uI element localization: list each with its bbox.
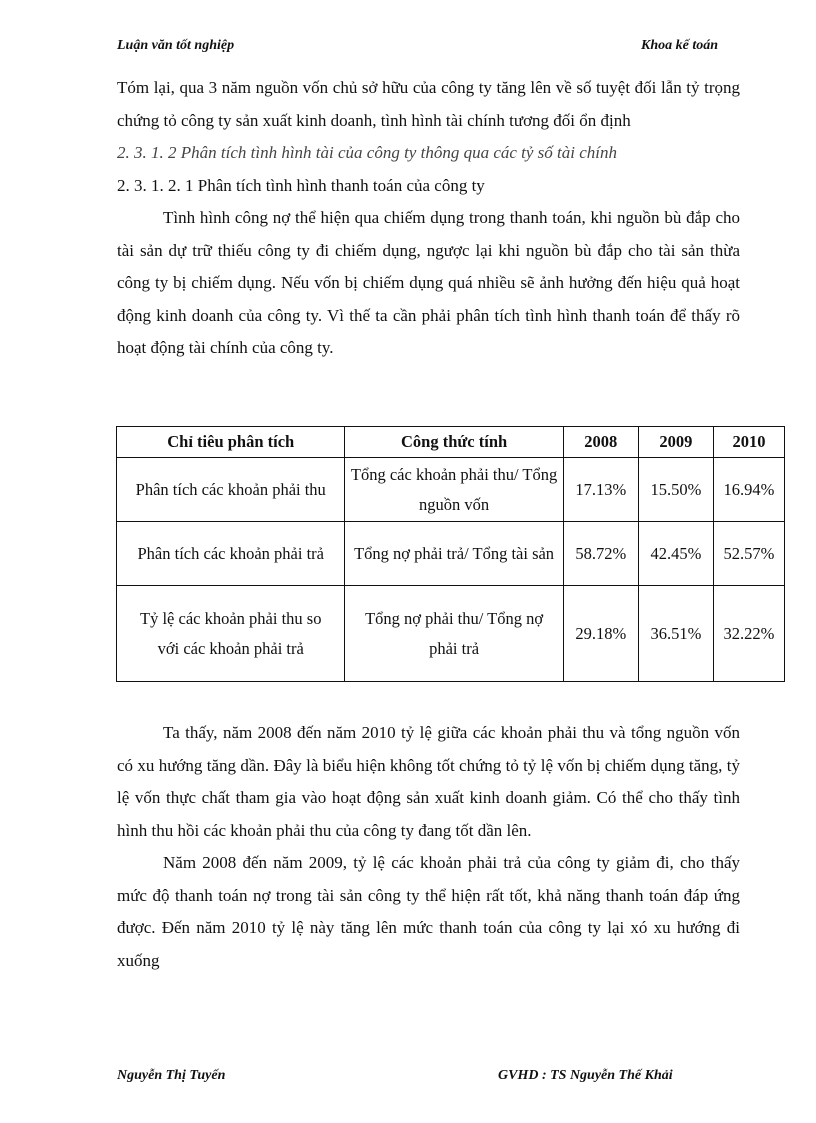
- col-header-indicator: Chỉ tiêu phân tích: [117, 427, 345, 458]
- value-2009-cell: 42.45%: [638, 522, 713, 586]
- col-header-formula: Công thức tính: [345, 427, 563, 458]
- value-2010-cell: 32.22%: [713, 586, 784, 682]
- col-header-2008: 2008: [563, 427, 638, 458]
- footer-author: Nguyễn Thị Tuyến: [117, 1068, 226, 1083]
- header-thesis-label: Luận văn tốt nghiệp: [117, 38, 235, 53]
- text-block-bottom: [117, 717, 740, 977]
- value-2010-cell: 52.57%: [713, 522, 784, 586]
- table-row: [117, 458, 785, 522]
- receivables-analysis-paragraph: Ta thấy, năm 2008 đến năm 2010 tỷ lệ giữa các khoản phải thu và tổng nguồn vốn có xu hướng tăng dần. Đây là biểu hiện không tốt chứng tỏ tỷ lệ vốn bị chiếm dụng tăng, tỷ lệ vốn thực chất tham gia vào hoạt động sản xuất kinh doanh giảm. Có thể cho thấy tình hình thu hồi các khoản phải thu của công ty đang tốt dần lên.: [117, 723, 740, 840]
- indicator-line-2: với các khoản phải trả: [157, 638, 304, 658]
- section-heading: 2. 3. 1. 2 Phân tích tình hình tài của công ty thông qua các tỷ số tài chính: [117, 143, 618, 162]
- value-2008-cell: 29.18%: [563, 586, 638, 682]
- payables-analysis-paragraph: Năm 2008 đến năm 2009, tỷ lệ các khoản phải trả của công ty giảm đi, cho thấy mức độ thanh toán nợ trong tài sản công ty thể hiện rất tốt, khả năng thanh toán đáp ứng được. Đến năm 2010 tỷ lệ này tăng lên mức thanh toán của công ty lại xó xu hướng đi xuống: [117, 853, 740, 970]
- formula-cell: Tổng nợ phải trả/ Tổng tài sản: [345, 522, 563, 586]
- col-header-2010: 2010: [713, 427, 784, 458]
- value-2009-cell: 36.51%: [638, 586, 713, 682]
- subsection-heading: 2. 3. 1. 2. 1 Phân tích tình hình thanh toán của công ty: [117, 175, 485, 195]
- value-2008-cell: 17.13%: [563, 458, 638, 522]
- header-department-label: Khoa kế toán: [641, 38, 719, 53]
- footer-supervisor: GVHD : TS Nguyễn Thế Khải: [498, 1068, 673, 1083]
- payment-situation-paragraph: Tình hình công nợ thể hiện qua chiếm dụng trong thanh toán, khi nguồn bù đắp cho tài sản dự trữ thiếu công ty đi chiếm dụng, ngược lại khi nguồn bù đắp cho tài sản thừa công ty bị chiếm dụng. Nếu vốn bị chiếm dụng quá nhiều sẽ ảnh hưởng đến hiệu quả hoạt động kinh doanh của công ty. Vì thế ta cần phải phân tích tình hình thanh toán để thấy rõ hoạt động tài chính của công ty.: [117, 208, 740, 357]
- indicator-cell: [117, 586, 345, 682]
- indicator-cell: Phân tích các khoản phải trả: [117, 522, 345, 586]
- col-header-2009: 2009: [638, 427, 713, 458]
- value-2009-cell: 15.50%: [638, 458, 713, 522]
- text-block-top: [117, 72, 740, 365]
- payment-ratio-table: [116, 426, 785, 682]
- intro-paragraph: Tóm lại, qua 3 năm nguồn vốn chủ sở hữu của công ty tăng lên về số tuyệt đối lẫn tỷ trọng chứng tỏ công ty sản xuất kinh doanh, tình hình tài chính tương đối ổn định: [117, 78, 740, 130]
- formula-cell: Tổng nợ phải thu/ Tổng nợ phải trả: [345, 586, 563, 682]
- table-row: [117, 522, 785, 586]
- table-header-row: [117, 427, 785, 458]
- table-row: [117, 586, 785, 682]
- indicator-line-1: Tỷ lệ các khoản phải thu so: [140, 608, 322, 628]
- formula-cell: Tổng các khoản phải thu/ Tổng nguồn vốn: [345, 458, 563, 522]
- indicator-cell: Phân tích các khoản phải thu: [117, 458, 345, 522]
- value-2010-cell: 16.94%: [713, 458, 784, 522]
- value-2008-cell: 58.72%: [563, 522, 638, 586]
